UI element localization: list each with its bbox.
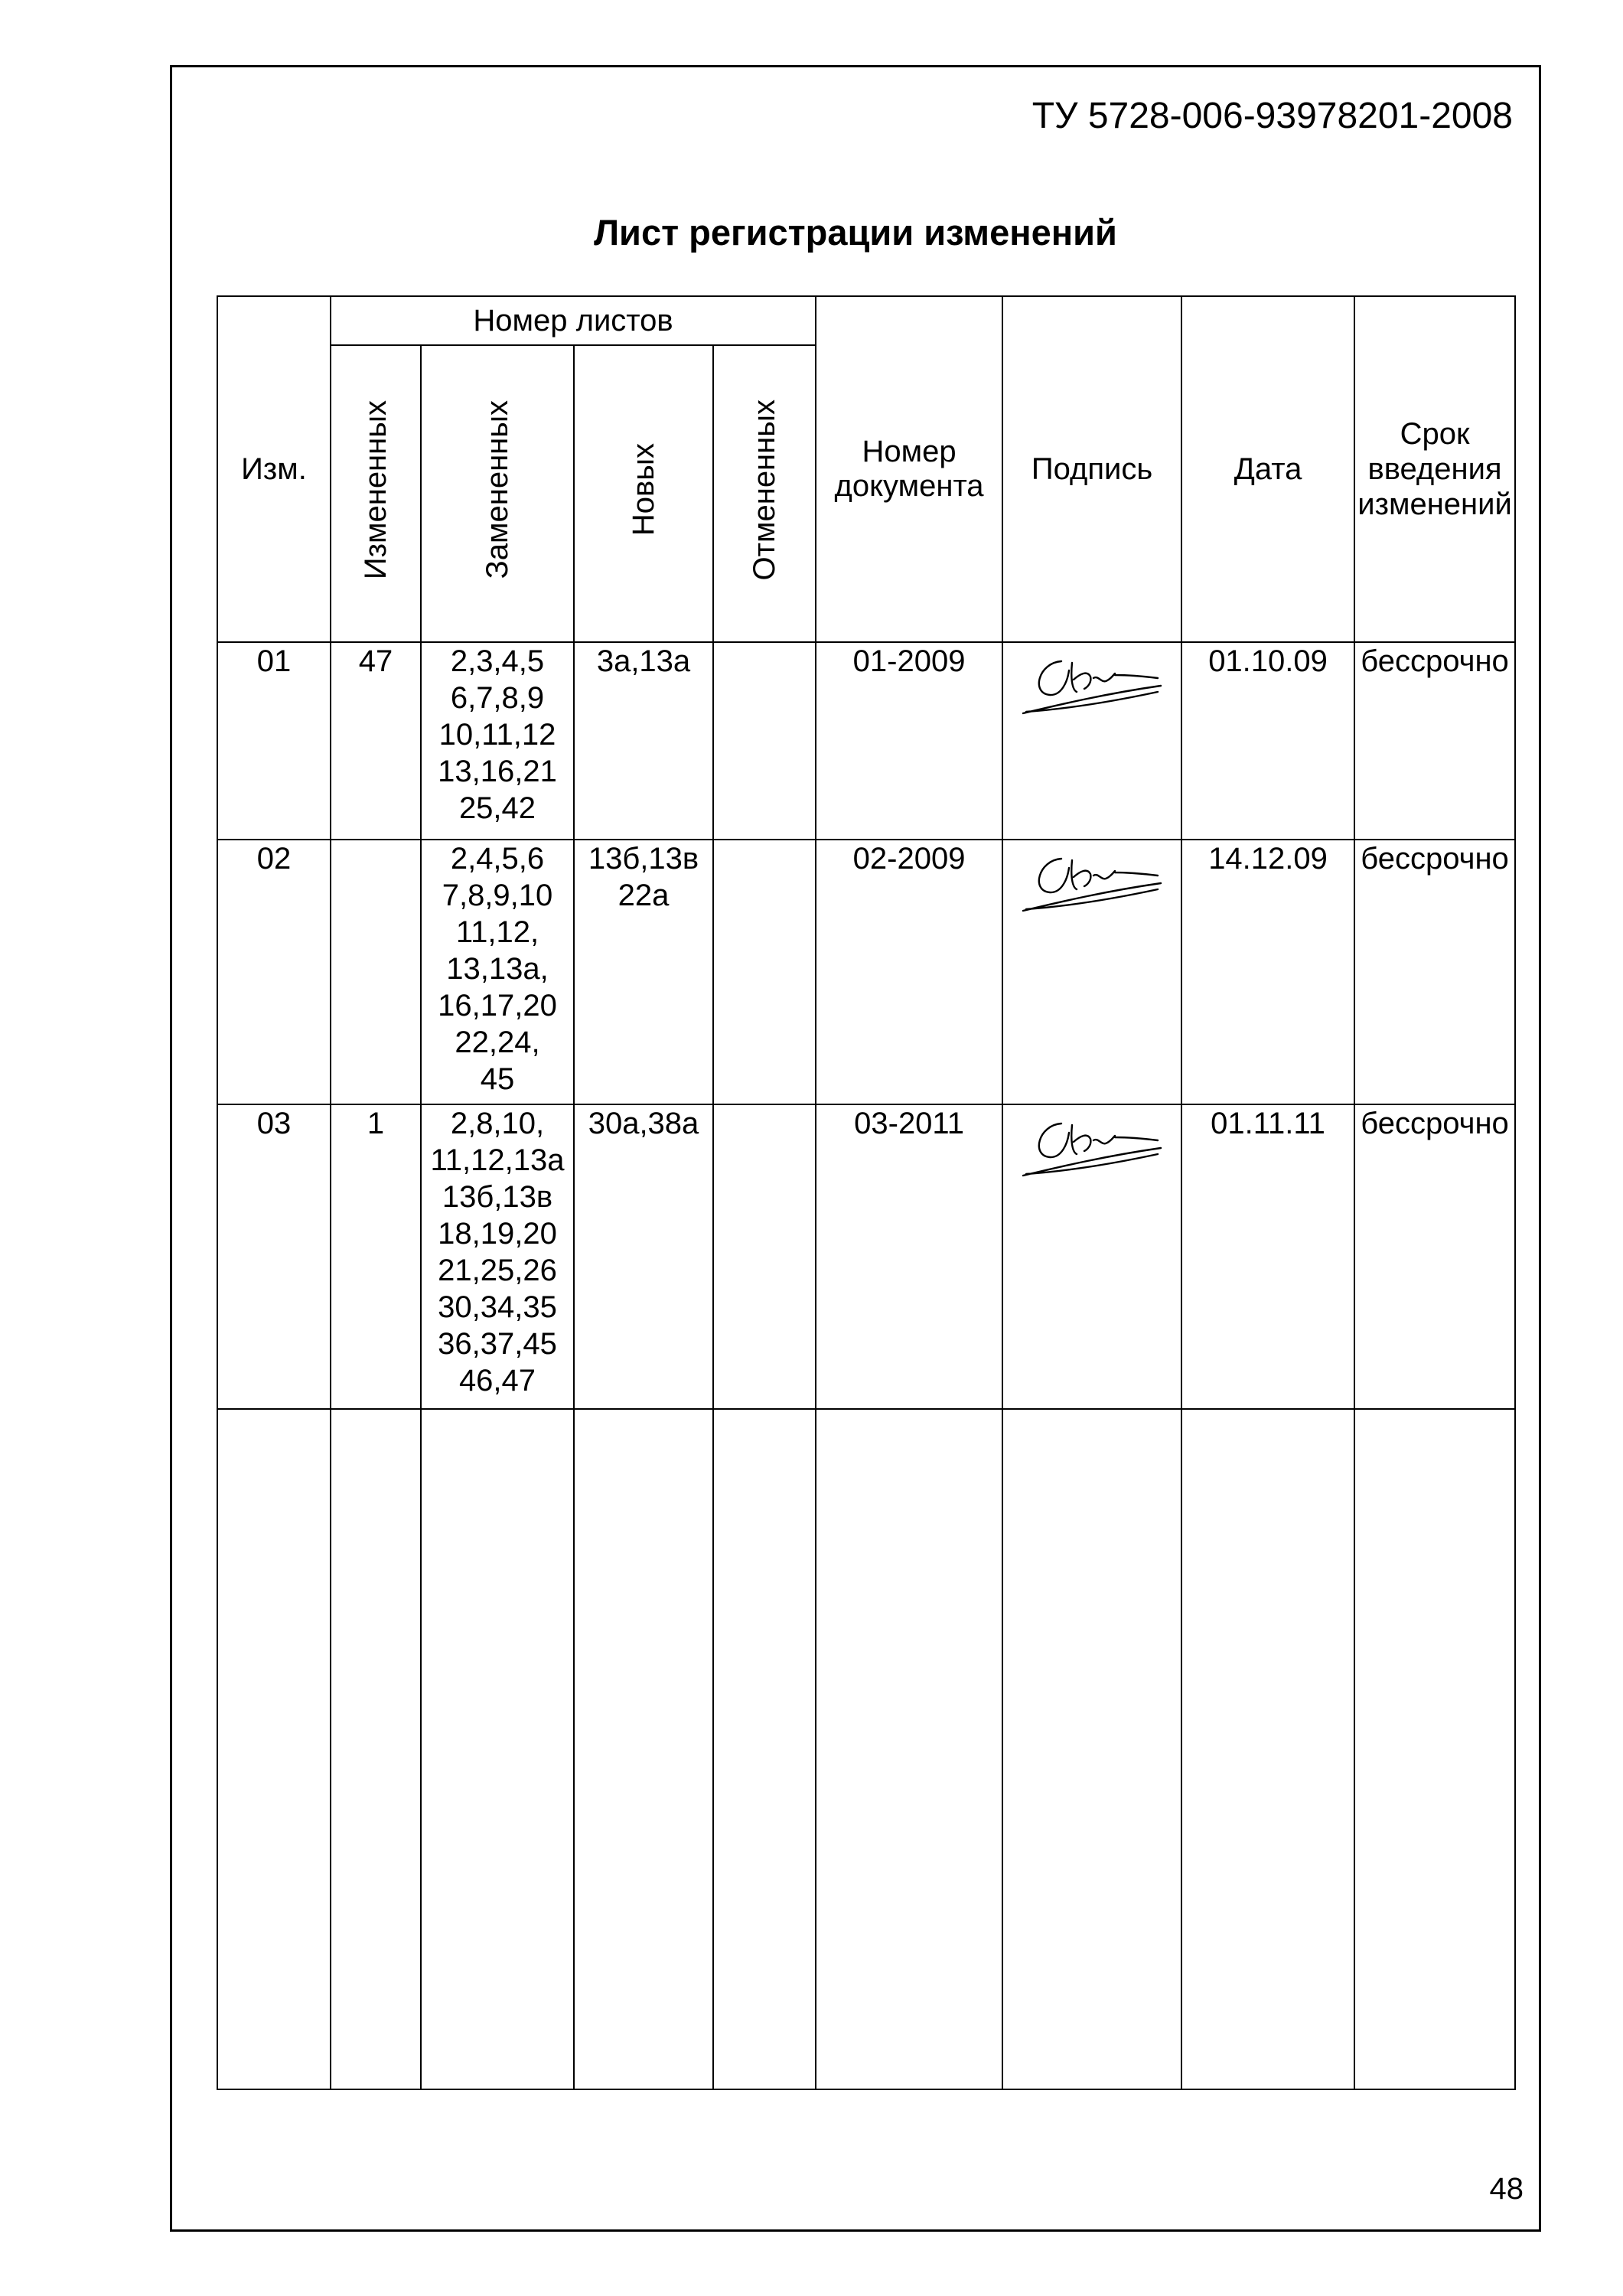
- empty-cell: [331, 1409, 421, 2089]
- cell-line: 21,25,26: [438, 1254, 557, 1287]
- cell-line: 2,8,10,: [450, 1107, 545, 1140]
- cell-signature: [1002, 642, 1181, 840]
- cell-changed: [331, 840, 421, 1104]
- cell-date: 01.11.11: [1181, 1104, 1354, 1409]
- header-sheet-numbers: Номер листов: [331, 296, 816, 345]
- cell-term: бессрочно: [1354, 642, 1515, 840]
- header-date: Дата: [1181, 296, 1354, 642]
- empty-cell: [1181, 1409, 1354, 2089]
- cell-cancelled: [713, 1104, 816, 1409]
- handwritten-signature: [1008, 647, 1176, 724]
- cell-line: 30,34,35: [438, 1290, 557, 1324]
- cell-term: бессрочно: [1354, 1104, 1515, 1409]
- cell-new: [574, 642, 713, 840]
- change-registration-table: [217, 295, 1516, 2090]
- cell-signature: [1002, 1104, 1181, 1409]
- table-row: [217, 840, 1515, 1104]
- cell-line: 18,19,20: [438, 1217, 557, 1251]
- cell-date: 01.10.09: [1181, 642, 1354, 840]
- cell-line: 45: [480, 1062, 515, 1096]
- handwritten-signature: [1008, 1110, 1176, 1186]
- table-row: [217, 1104, 1515, 1409]
- cell-replaced: [421, 840, 574, 1104]
- document-code: ТУ 5728-006-93978201-2008: [1031, 96, 1513, 136]
- cell-changed: 1: [331, 1104, 421, 1409]
- header-cancelled: Отмененных: [713, 345, 816, 642]
- cell-line: 10,11,12: [438, 718, 556, 752]
- cell-line: 22,24,: [455, 1026, 540, 1059]
- cell-line: 2,4,5,6: [450, 842, 545, 876]
- cell-line: 11,12,13а: [430, 1143, 565, 1177]
- cell-doc-number: 01-2009: [816, 642, 1002, 840]
- cell-line: 6,7,8,9: [450, 681, 545, 715]
- cell-replaced: [421, 1104, 574, 1409]
- header-signature: Подпись: [1002, 296, 1181, 642]
- cell-term: бессрочно: [1354, 840, 1515, 1104]
- header-doc-number: Номер документа: [816, 296, 1002, 642]
- cell-cancelled: [713, 642, 816, 840]
- cell-line: 46,47: [458, 1364, 536, 1397]
- cell-line: 13б,13в: [442, 1180, 553, 1214]
- page-number: 48: [1489, 2172, 1524, 2206]
- cell-line: 30а,38а: [588, 1107, 699, 1140]
- header-replaced: Замененных: [421, 345, 574, 642]
- cell-line: 13,16,21: [438, 755, 557, 788]
- page-frame: [170, 65, 1541, 2232]
- header-izm: Изм.: [217, 296, 331, 642]
- cell-izm: 03: [217, 1104, 331, 1409]
- cell-date: 14.12.09: [1181, 840, 1354, 1104]
- cell-line: 2,3,4,5: [450, 644, 545, 678]
- cell-izm: 02: [217, 840, 331, 1104]
- cell-line: 16,17,20: [438, 989, 557, 1022]
- table-row: [217, 642, 1515, 840]
- cell-line: 22а: [618, 879, 670, 912]
- cell-line: 13,13а,: [446, 952, 549, 986]
- cell-signature: [1002, 840, 1181, 1104]
- cell-new: [574, 1104, 713, 1409]
- cell-replaced: [421, 642, 574, 840]
- empty-cell: [1002, 1409, 1181, 2089]
- empty-cell: [816, 1409, 1002, 2089]
- cell-doc-number: 03-2011: [816, 1104, 1002, 1409]
- cell-izm: 01: [217, 642, 331, 840]
- header-term: Срок введения изменений: [1354, 296, 1515, 642]
- empty-cell: [421, 1409, 574, 2089]
- table-row-empty: [217, 1409, 1515, 2089]
- cell-line: 11,12,: [455, 915, 539, 949]
- cell-new: [574, 840, 713, 1104]
- handwritten-signature: [1008, 845, 1176, 921]
- empty-cell: [1354, 1409, 1515, 2089]
- cell-line: 13б,13в: [588, 842, 699, 876]
- cell-doc-number: 02-2009: [816, 840, 1002, 1104]
- header-new: Новых: [574, 345, 713, 642]
- cell-line: 3а,13а: [596, 644, 691, 678]
- empty-cell: [713, 1409, 816, 2089]
- header-changed: Измененных: [331, 345, 421, 642]
- cell-line: 36,37,45: [438, 1327, 557, 1361]
- cell-line: 7,8,9,10: [442, 879, 553, 912]
- empty-cell: [217, 1409, 331, 2089]
- cell-line: 25,42: [458, 791, 536, 825]
- cell-changed: 47: [331, 642, 421, 840]
- page-title: Лист регистрации изменений: [594, 212, 1117, 253]
- empty-cell: [574, 1409, 713, 2089]
- cell-cancelled: [713, 840, 816, 1104]
